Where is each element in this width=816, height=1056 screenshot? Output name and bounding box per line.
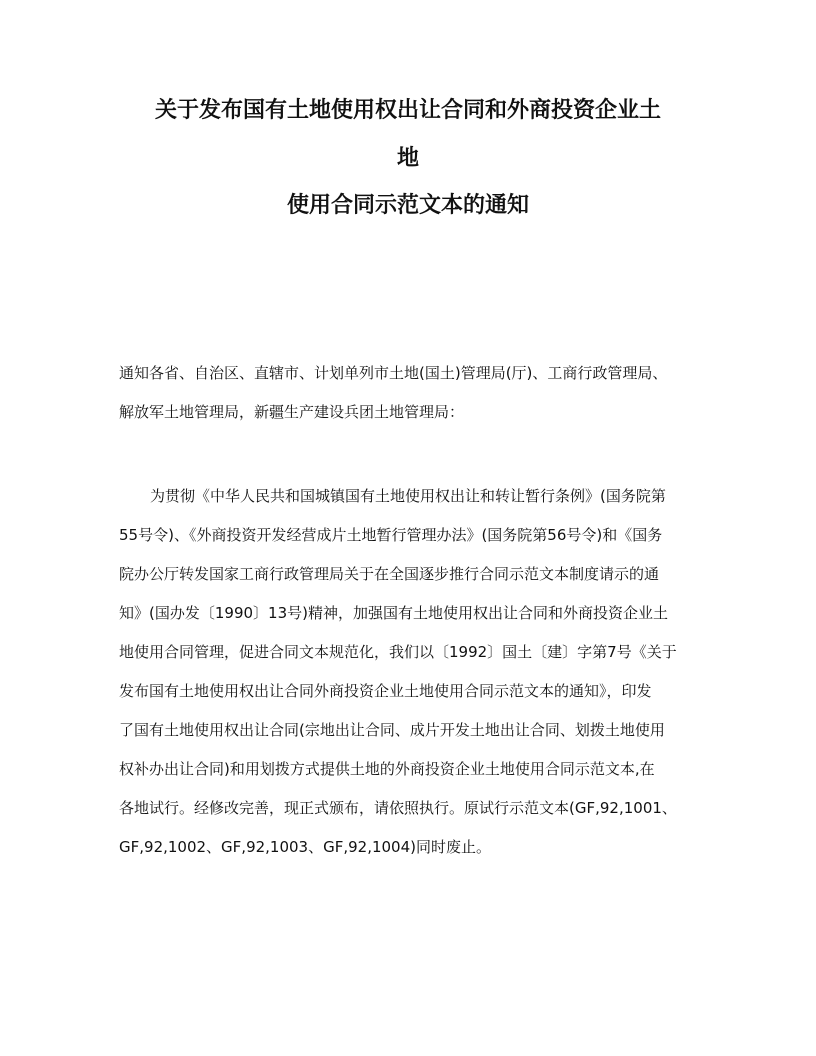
body-line: 各地试行。经修改完善，现正式颁布，请依照执行。原试行示范文本(GF,92,1001、 bbox=[119, 799, 677, 817]
document-title-line-3: 使用合同示范文本的通知 bbox=[286, 193, 529, 218]
body-line: 院办公厅转发国家工商行政管理局关于在全国逐步推行合同示范文本制度请示的通 bbox=[119, 565, 660, 583]
body-line: 为贯彻《中华人民共和国城镇国有土地使用权出让和转让暂行条例》(国务院第 bbox=[150, 487, 666, 505]
document-title-line-1: 关于发布国有土地使用权出让合同和外商投资企业土 bbox=[154, 98, 661, 123]
body-line: 55号令)、《外商投资开发经营成片土地暂行管理办法》(国务院第56号令)和《国务 bbox=[119, 526, 663, 544]
body-line: GF,92,1002、GF,92,1003、GF,92,1004)同时废止。 bbox=[119, 838, 491, 856]
addressee-line: 通知各省、自治区、直辖市、计划单列市土地(国土)管理局(厅)、工商行政管理局、 bbox=[119, 364, 668, 382]
document-title-line-2: 地 bbox=[396, 146, 419, 171]
body-line: 知》(国办发〔1990〕13号)精神，加强国有土地使用权出让合同和外商投资企业土 bbox=[119, 604, 668, 622]
body-line: 权补办出让合同)和用划拨方式提供土地的外商投资企业土地使用合同示范文本,在 bbox=[119, 760, 655, 778]
body-line: 了国有土地使用权出让合同(宗地出让合同、成片开发土地出让合同、划拨土地使用 bbox=[119, 721, 665, 739]
addressee-line: 解放军土地管理局，新疆生产建设兵团土地管理局： bbox=[119, 403, 465, 421]
body-line: 地使用合同管理，促进合同文本规范化，我们以〔1992〕国土〔建〕字第7号《关于 bbox=[119, 643, 677, 661]
body-line: 发布国有土地使用权出让合同外商投资企业土地使用合同示范文本的通知》，印发 bbox=[119, 682, 652, 700]
